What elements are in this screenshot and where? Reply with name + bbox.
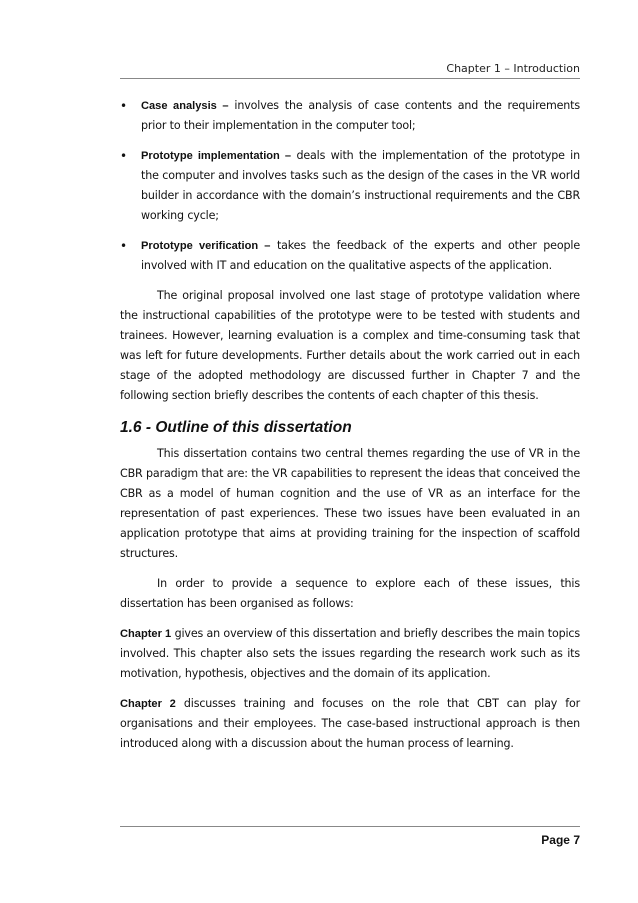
chapter-description: discusses training and focuses on the role that CBT can play for organisations and their employees. The case-based instructional approach is then introduced along with a discussion about the human process of learning. <box>120 697 580 750</box>
bullet-term: Prototype implementation – <box>141 150 292 162</box>
bullet-item <box>120 236 580 276</box>
bullet-dot-icon: • <box>120 149 127 163</box>
running-header: Chapter 1 – Introduction <box>446 62 580 75</box>
bullet-term: Case analysis – <box>141 100 229 112</box>
chapter-1-summary <box>120 624 580 684</box>
chapter-label: Chapter 1 <box>120 628 172 640</box>
footer-rule <box>120 826 580 827</box>
bullet-dot-icon: • <box>120 99 127 113</box>
bullet-term: Prototype verification – <box>141 240 271 252</box>
bullet-item <box>120 146 580 226</box>
chapter-2-summary <box>120 694 580 754</box>
methodology-bullet-list <box>120 96 580 276</box>
page-number: Page 7 <box>541 833 580 847</box>
paragraph-themes: This dissertation contains two central themes regarding the use of VR in the CBR paradigm that are: the VR capabilities to represent the ideas that conceived the CBR as a model of human cognition and the use of VR as an interface for the representation of past experiences. These two issues have been evaluated in an application prototype that aims at providing training for the inspection of scaffold structures. <box>120 447 580 560</box>
paragraph-proposal: The original proposal involved one last stage of prototype validation where the instructional capabilities of the prototype were to be tested with students and trainees. However, learning evaluation is a complex and time-consuming task that was left for future developments. Further details about the work carried out in each stage of the adopted methodology are discussed further in Chapter 7 and the following section briefly describes the contents of each chapter of this thesis. <box>120 289 580 402</box>
bullet-text: deals with the implementation of the prototype in the computer and involves tasks such as the design of the cases in the VR world builder in accordance with the domain’s instructional requirements and the CBR working cycle; <box>141 149 580 222</box>
bullet-dot-icon: • <box>120 239 127 253</box>
bullet-text: involves the analysis of case contents and the requirements prior to their implementation in the computer tool; <box>141 99 580 132</box>
chapter-description: gives an overview of this dissertation and briefly describes the main topics involved. This chapter also sets the issues regarding the research work such as its motivation, hypothesis, objectives and the domain of its application. <box>120 627 580 680</box>
page-body <box>120 96 580 764</box>
bullet-text: takes the feedback of the experts and other people involved with IT and education on the qualitative aspects of the application. <box>141 239 580 272</box>
chapter-label: Chapter 2 <box>120 698 176 710</box>
header-rule <box>120 78 580 79</box>
section-heading: 1.6 - Outline of this dissertation <box>120 419 352 436</box>
bullet-item <box>120 96 580 136</box>
paragraph-order: In order to provide a sequence to explore each of these issues, this dissertation has been organised as follows: <box>120 577 580 610</box>
